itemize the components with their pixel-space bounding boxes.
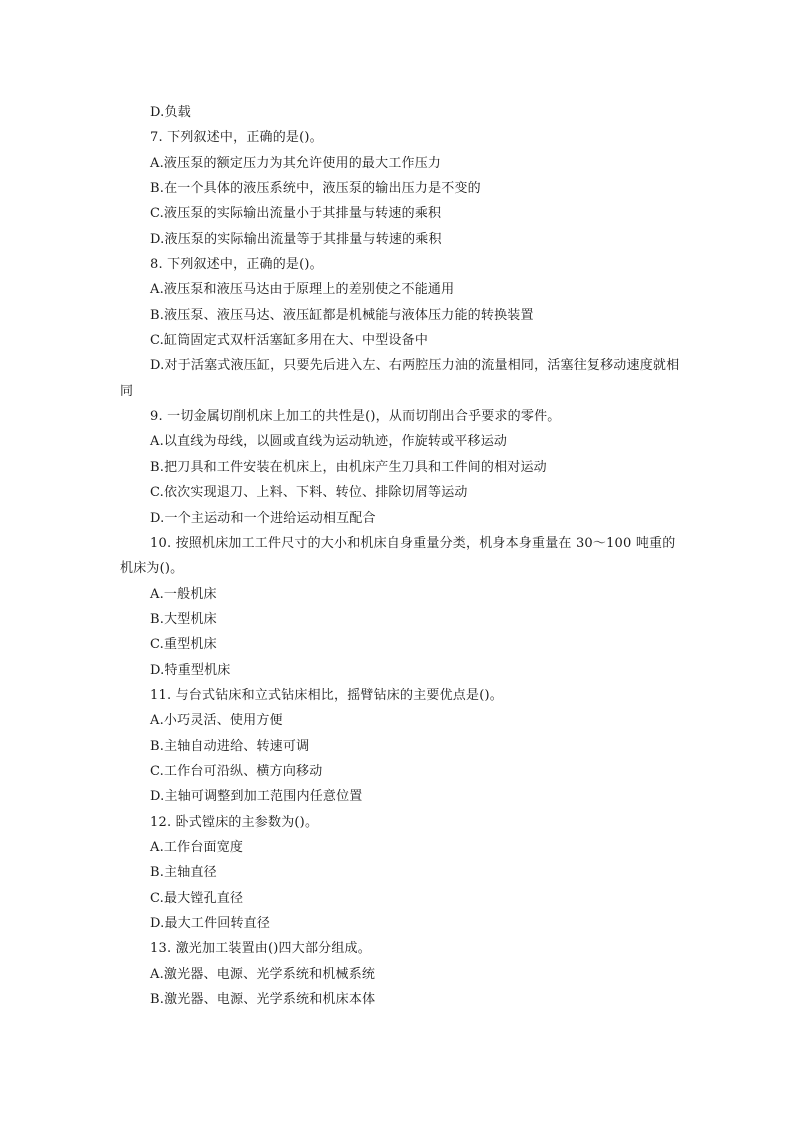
option-line: B.在一个具体的液压系统中，液压泵的输出压力是不变的 [150,181,481,197]
question-line: 8. 下列叙述中，正确的是()。 [150,257,323,273]
option-line: D.特重型机床 [150,662,231,678]
option-line: A.激光器、电源、光学系统和机械系统 [150,966,376,982]
question-line: 10. 按照机床加工工件尺寸的大小和机床自身重量分类，机身本身重量在 30～100 吨重的机床为()。 [120,535,676,577]
option-line: A.液压泵的额定压力为其允许使用的最大工作压力 [150,155,442,171]
option-line: A.工作台面宽度 [150,839,244,855]
option-line: C.工作台可沿纵、横方向移动 [150,763,323,779]
option-line: B.把刀具和工件安装在机床上，由机床产生刀具和工件间的相对运动 [150,459,547,475]
option-line: D.负载 [150,105,191,120]
option-line: B.主轴直径 [150,865,217,881]
question-line: 11. 与台式钻床和立式钻床相比，摇臂钻床的主要优点是()。 [150,687,503,703]
option-line: D.液压泵的实际输出流量等于其排量与转速的乘积 [150,231,442,247]
option-line: B.液压泵、液压马达、液压缸都是机械能与液体压力能的转换装置 [150,307,534,323]
option-line: A.小巧灵活、使用方便 [150,713,283,729]
option-line: D.一个主运动和一个进给运动相互配合 [150,510,376,526]
option-line: C.依次实现退刀、上料、下料、转位、排除切屑等运动 [150,485,468,501]
question-line: 7. 下列叙述中，正确的是()。 [150,130,323,146]
question-line: 12. 卧式镗床的主参数为()。 [150,814,319,830]
option-line: D.主轴可调整到加工范围内任意位置 [150,789,363,805]
question-line: 13. 激光加工装置由()四大部分组成。 [150,941,371,957]
option-line: D.对于活塞式液压缸，只要先后进入左、右两腔压力油的流量相同，活塞往复移动速度就相同 [120,358,680,399]
option-line: B.大型机床 [150,611,217,627]
question-line: 9. 一切金属切削机床上加工的共性是()，从而切削出合乎要求的零件。 [150,409,561,425]
option-line: C.缸筒固定式双杆活塞缸多用在大、中型设备中 [150,333,429,349]
option-line: A.一般机床 [150,586,217,602]
document-body [120,100,680,1012]
option-line: B.主轴自动进给、转速可调 [150,738,310,754]
option-line: B.激光器、电源、光学系统和机床本体 [150,992,376,1008]
option-line: C.最大镗孔直径 [150,890,244,906]
option-line: C.液压泵的实际输出流量小于其排量与转速的乘积 [150,206,442,222]
option-line: A.以直线为母线，以圆或直线为运动轨迹，作旋转或平移运动 [150,434,508,450]
option-line: D.最大工件回转直径 [150,916,271,931]
option-line: C.重型机床 [150,637,217,653]
option-line: A.液压泵和液压马达由于原理上的差别使之不能通用 [150,282,455,298]
